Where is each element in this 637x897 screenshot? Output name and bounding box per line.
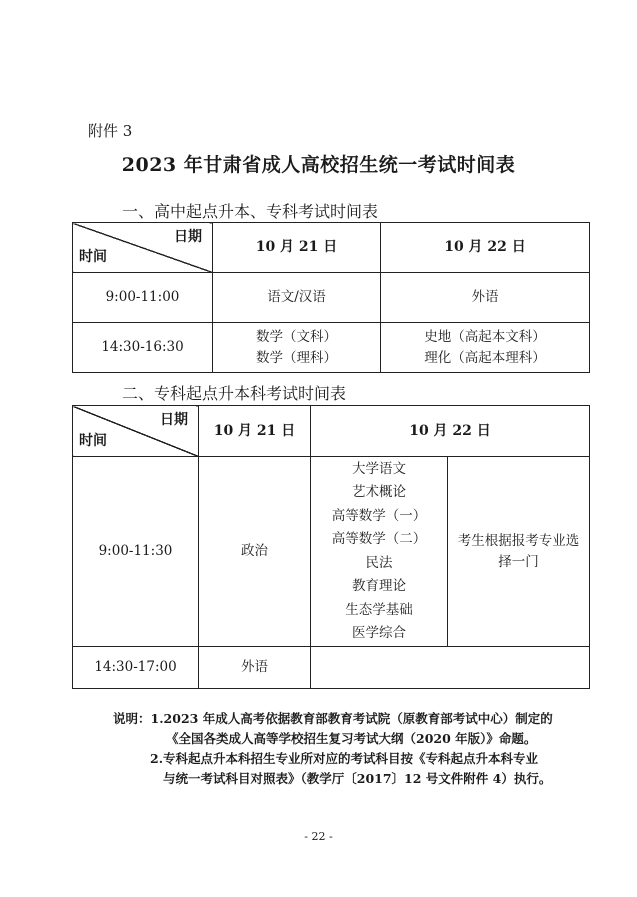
column-header-day1: 10 月 21 日 (213, 223, 381, 273)
note-line: 2.专科起点升本科招生专业所对应的考试科目按《专科起点升本科专业 (150, 751, 539, 766)
list-item: 生态学基础 (345, 601, 413, 618)
header-date-label: 日期 (160, 412, 188, 428)
time-cell: 14:30-16:30 (73, 323, 213, 373)
subject-line: 数学（理科） (256, 349, 337, 366)
note-line: 说明：1.2023 年成人高考依据教育部教育考试院（原教育部考试中心）制定的 (113, 711, 553, 726)
table-header-row (73, 223, 590, 273)
section2-heading: 二、专科起点升本科考试时间表 (122, 384, 347, 403)
time-cell: 9:00-11:30 (73, 457, 199, 647)
subject-cell: 政治 (199, 457, 311, 647)
diagonal-header-cell (73, 406, 199, 457)
list-item: 医学综合 (352, 625, 406, 641)
subject-cell: 外语 (381, 273, 590, 323)
header-time-label: 时间 (79, 433, 107, 449)
page-number: - 22 - (304, 830, 333, 843)
subject-cell: 语文/汉语 (213, 273, 381, 323)
page-title: 2023 年甘肃省成人高校招生统一考试时间表 (121, 154, 516, 176)
header-date-label: 日期 (174, 229, 202, 245)
note-line: 与统一考试科目对照表》（教学厅〔2017〕12 号文件附件 4）执行。 (163, 771, 552, 786)
table-row (73, 457, 590, 647)
table-row (73, 647, 590, 689)
section2-table (72, 405, 590, 689)
list-item: 艺术概论 (352, 484, 406, 500)
list-item: 大学语文 (352, 460, 406, 477)
section1-table (72, 222, 590, 373)
diagonal-header-cell (73, 223, 213, 273)
table-row (73, 273, 590, 323)
subject-line: 史地（高起本文科） (424, 329, 546, 346)
empty-cell (311, 647, 590, 689)
subject-cell (213, 323, 381, 373)
subject-line: 数学（文科） (256, 329, 337, 346)
subject-cell: 外语 (199, 647, 311, 689)
section1-heading: 一、高中起点升本、专科考试时间表 (122, 202, 379, 221)
table-row (73, 323, 590, 373)
subject-cell (381, 323, 590, 373)
notes-block (113, 709, 553, 789)
time-cell: 9:00-11:00 (73, 273, 213, 323)
column-header-day2: 10 月 22 日 (311, 406, 590, 457)
header-time-label: 时间 (79, 249, 107, 265)
list-item: 民法 (365, 554, 393, 571)
list-item: 高等数学（二） (331, 531, 427, 547)
list-item: 教育理论 (352, 578, 406, 594)
attachment-label: 附件 3 (88, 122, 133, 140)
time-cell: 14:30-17:00 (73, 647, 199, 689)
subject-line: 理化（高起本理科） (424, 349, 546, 366)
list-item: 高等数学（一） (331, 507, 427, 524)
column-header-day1: 10 月 21 日 (199, 406, 311, 457)
note-line: 《全国各类成人高等学校招生复习考试大纲（2020 年版）》命题。 (166, 731, 537, 746)
column-header-day2: 10 月 22 日 (381, 223, 590, 273)
subject-list-cell (311, 457, 448, 647)
selection-note-cell: 考生根据报考专业选择一门 (448, 457, 590, 647)
table-header-row (73, 406, 590, 457)
